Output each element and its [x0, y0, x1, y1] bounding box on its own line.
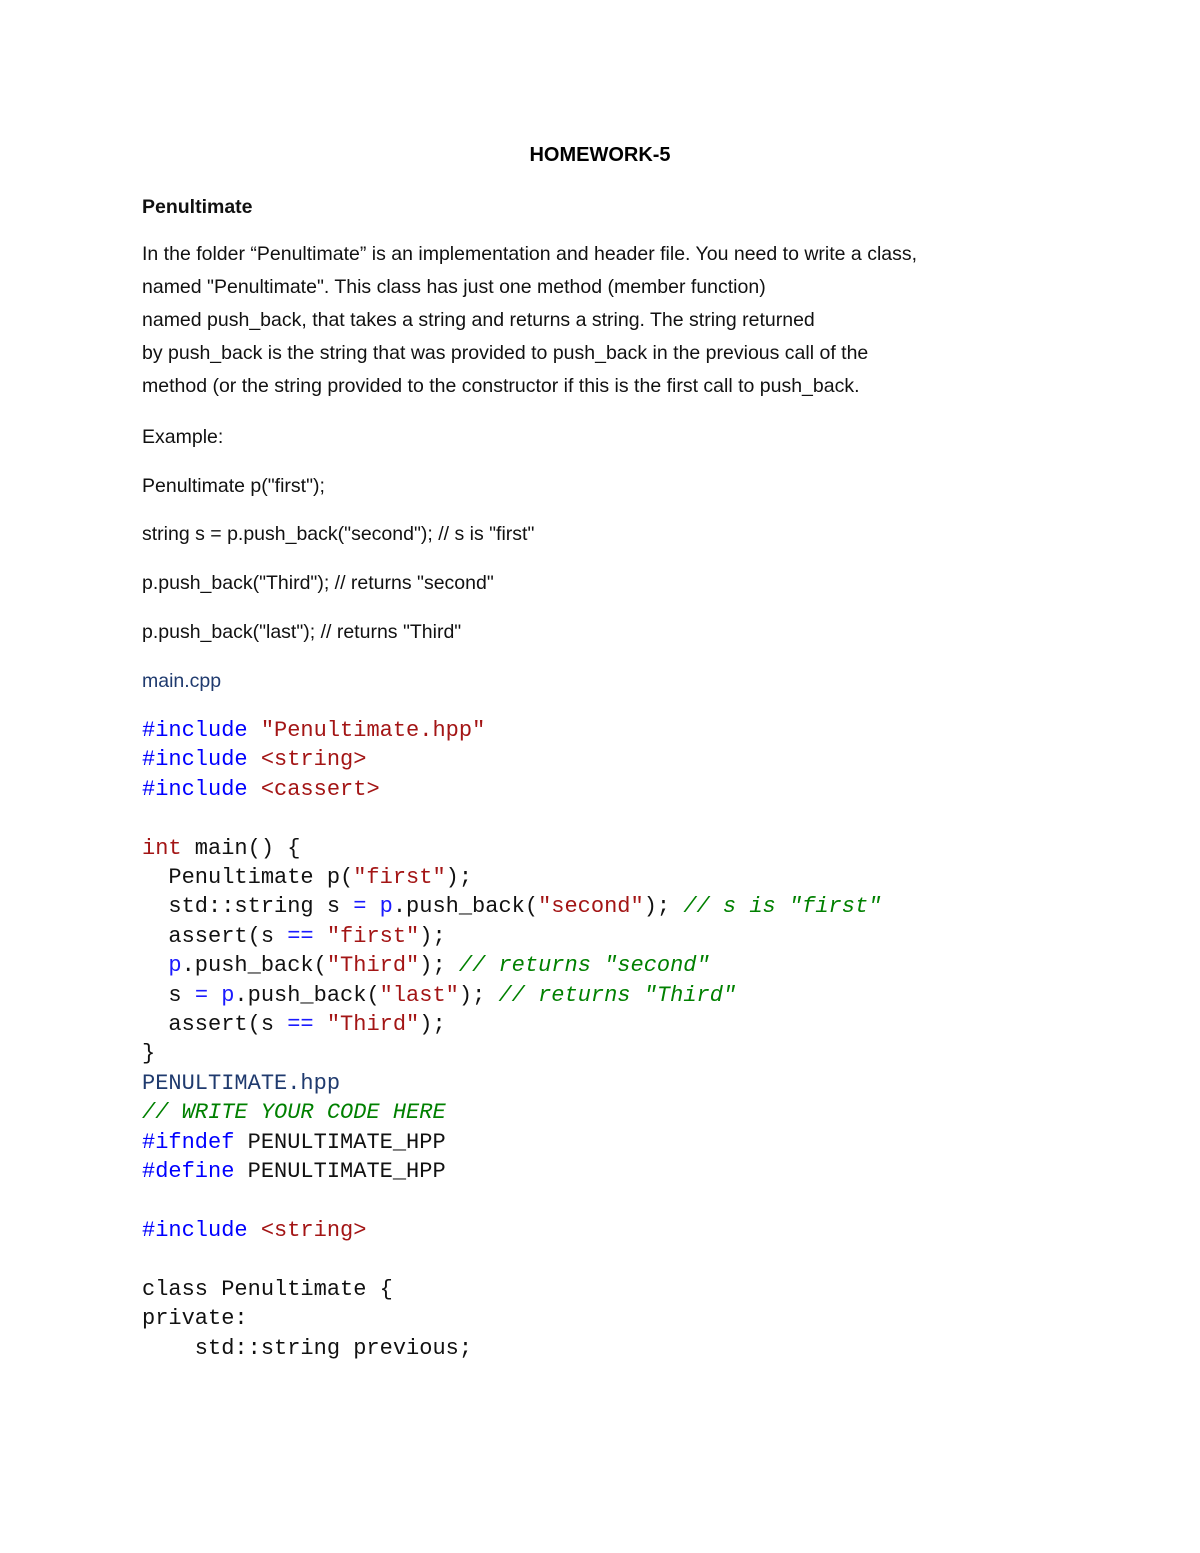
- code-token: );: [458, 982, 499, 1008]
- description-line: method (or the string provided to the constructor if this is the first call to push_back.: [142, 375, 860, 397]
- description-line: In the folder “Penultimate” is an implementation and header file. You need to write a class,: [142, 243, 918, 265]
- code-token: s: [142, 982, 195, 1008]
- code-token: <string>: [260, 747, 367, 773]
- code-token: PENULTIMATE_HPP: [234, 1159, 446, 1185]
- code-token: assert(s: [142, 923, 288, 949]
- section-heading: Penultimate: [142, 196, 253, 218]
- page-title: HOMEWORK-5: [529, 144, 671, 166]
- code-token: "Third": [326, 953, 420, 979]
- code-token: );: [419, 923, 446, 949]
- code-line: [142, 1128, 472, 1157]
- code-token: "last": [379, 982, 459, 1008]
- code-token: std::string s: [142, 894, 354, 920]
- code-line: [142, 892, 881, 921]
- code-token: p: [221, 982, 235, 1008]
- code-token: );: [445, 865, 473, 891]
- code-token: #ifndef: [142, 1129, 235, 1155]
- code-token: "first": [326, 923, 420, 949]
- code-token: "Penultimate.hpp": [260, 718, 486, 743]
- code-line: [142, 1216, 472, 1245]
- code-token: [314, 1012, 327, 1037]
- code-token: ==: [287, 1012, 314, 1038]
- code-line: [142, 863, 881, 892]
- code-token: main() {: [181, 835, 301, 861]
- main-file-label: main.cpp: [142, 670, 222, 692]
- code-token: p: [168, 953, 182, 979]
- code-token: .push_back(: [181, 953, 327, 979]
- code-token: Penultimate p(: [142, 865, 354, 891]
- code-token: #include: [142, 718, 248, 743]
- code-line: [142, 716, 881, 745]
- hpp-code-block: [142, 1069, 472, 1363]
- code-token: [366, 894, 379, 919]
- code-token: #include: [142, 1218, 248, 1244]
- code-token: [314, 924, 327, 949]
- code-token: p: [379, 894, 393, 920]
- code-line: [142, 922, 881, 951]
- code-line: [142, 1187, 472, 1216]
- code-token: // returns "second": [458, 953, 710, 979]
- code-token: <string>: [260, 1218, 367, 1244]
- description-line: named push_back, that takes a string and returns a string. The string returned: [142, 309, 815, 331]
- code-token: =: [353, 894, 367, 920]
- code-line: std::string previous;: [142, 1335, 473, 1361]
- code-line: // WRITE YOUR CODE HERE: [142, 1100, 446, 1126]
- code-token: .push_back(: [234, 982, 380, 1008]
- hpp-file-label: PENULTIMATE.hpp: [142, 1071, 341, 1096]
- code-token: PENULTIMATE_HPP: [234, 1129, 446, 1155]
- code-line: [142, 745, 881, 774]
- code-token: assert(s: [142, 1012, 288, 1038]
- main-code-block: [142, 716, 881, 1069]
- code-line: class Penultimate {: [142, 1276, 393, 1302]
- code-token: ==: [287, 923, 314, 949]
- code-line: [142, 1157, 472, 1186]
- description-line: named "Penultimate". This class has just one method (member function): [142, 276, 766, 298]
- code-line: }: [142, 1041, 156, 1067]
- example-line: p.push_back("last"); // returns "Third": [142, 621, 462, 643]
- code-line: private:: [142, 1306, 248, 1332]
- code-token: [208, 983, 221, 1008]
- description-paragraph: [142, 238, 1082, 403]
- code-token: int: [142, 835, 182, 861]
- code-token: #define: [142, 1159, 235, 1185]
- code-line: [142, 834, 881, 863]
- code-line: [142, 981, 881, 1010]
- code-token: <cassert>: [260, 776, 380, 802]
- example-line: p.push_back("Third"); // returns "second": [142, 572, 494, 594]
- code-token: =: [194, 982, 209, 1008]
- code-line: [142, 1245, 472, 1274]
- code-token: #include: [142, 747, 248, 773]
- example-line: string s = p.push_back("second"); // s is "first": [142, 523, 535, 545]
- description-line: by push_back is the string that was provided to push_back in the previous call of the: [142, 342, 869, 364]
- code-token: .push_back(: [392, 894, 539, 920]
- code-token: "Third": [326, 1012, 420, 1038]
- code-token: "second": [538, 894, 644, 920]
- code-line: [142, 775, 881, 804]
- code-token: // s is "first": [683, 894, 882, 920]
- code-line: [142, 951, 881, 980]
- code-token: // returns "Third": [498, 982, 737, 1008]
- code-token: );: [419, 1012, 446, 1038]
- example-label: Example:: [142, 426, 224, 448]
- code-token: [142, 953, 168, 978]
- code-token: #include: [142, 776, 248, 802]
- code-token: );: [419, 953, 459, 979]
- code-line: [142, 804, 881, 833]
- code-line: [142, 1010, 881, 1039]
- code-token: );: [643, 894, 684, 920]
- code-token: "first": [353, 865, 446, 891]
- example-line: Penultimate p("first");: [142, 475, 325, 497]
